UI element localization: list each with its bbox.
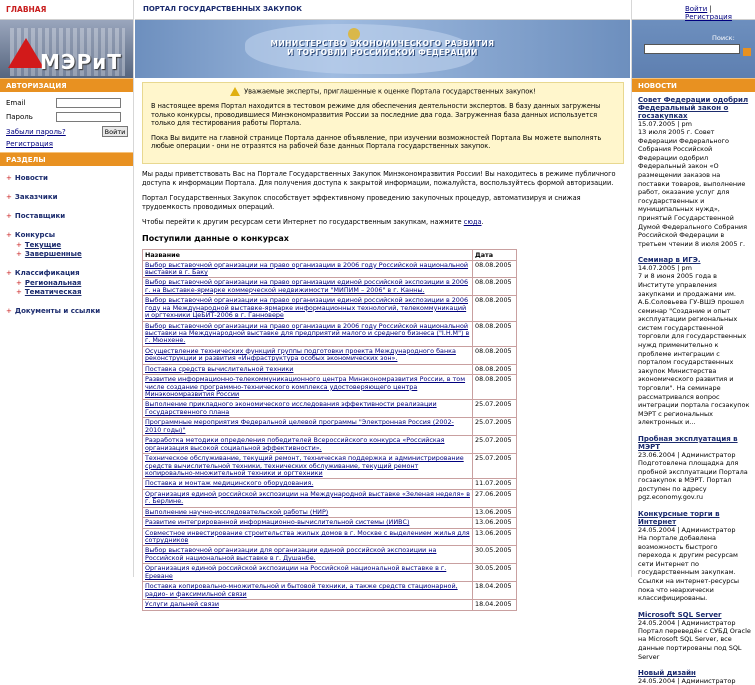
menu-item-suppliers[interactable]: Поставщики bbox=[14, 212, 66, 220]
contest-date-cell: 27.06.2005 bbox=[473, 489, 517, 507]
table-row bbox=[143, 454, 517, 479]
table-row bbox=[143, 518, 517, 529]
contest-date-cell: 13.06.2005 bbox=[473, 518, 517, 529]
notice-box bbox=[142, 82, 624, 164]
intro-paragraph: Чтобы перейти к другим ресурсам сети Интернет по государственным закупкам, нажмите сюда. bbox=[142, 218, 484, 226]
contest-date-cell: 08.08.2005 bbox=[473, 296, 517, 321]
separator: | bbox=[709, 5, 712, 13]
bullet-icon: + bbox=[16, 250, 22, 258]
contest-link[interactable]: Выполнение прикладного экономического исследования эффективности реализации Государственного плана bbox=[145, 400, 437, 416]
search-label: Поиск: bbox=[712, 34, 735, 42]
bullet-icon: + bbox=[16, 241, 22, 249]
news-item bbox=[638, 510, 751, 603]
table-row bbox=[143, 564, 517, 582]
column-header-name: Название bbox=[143, 249, 473, 260]
ministry-line-2: И ТОРГОВЛИ РОССИЙСКОЙ ФЕДЕРАЦИИ bbox=[287, 48, 478, 57]
news-text: Портал переведён с СУБД Oracle на Microsoft SQL Server, все данные портированы под SQL Server bbox=[638, 626, 751, 661]
contest-name-cell bbox=[143, 528, 473, 546]
auth-section-title: АВТОРИЗАЦИЯ bbox=[0, 78, 133, 92]
news-text: 13 июля 2005 г. Совет Федерации Федерального Собрания Российской Федерации одобрил Федеральный закон «О размещении заказов на поставки товаров, выполнение работ, оказание услуг для государственных и муниципальных нужд», принятый Государственной Думой Федерального Собрания Российской Федерации в третьем чтении 8 июля 2005 г. bbox=[638, 128, 747, 248]
email-label: Email bbox=[6, 98, 26, 107]
contest-date-cell: 11.07.2005 bbox=[473, 479, 517, 490]
contest-date-cell: 08.08.2005 bbox=[473, 346, 517, 364]
contest-name-cell bbox=[143, 546, 473, 564]
contest-name-cell bbox=[143, 489, 473, 507]
menu-item-customers[interactable]: Заказчики bbox=[14, 193, 58, 201]
contest-link[interactable]: Услуги дальней связи bbox=[145, 600, 219, 609]
contest-name-cell bbox=[143, 507, 473, 518]
contest-name-cell bbox=[143, 296, 473, 321]
contest-date-cell: 13.06.2005 bbox=[473, 528, 517, 546]
contest-link[interactable]: Организация единой российской экспозиции на Международной выставке «Зеленая неделя» в г. Берлине. bbox=[145, 489, 470, 506]
table-row bbox=[143, 600, 517, 611]
contest-name-cell bbox=[143, 479, 473, 490]
news-item bbox=[638, 435, 751, 502]
notice-paragraph: Пока Вы видите на главной странице Портала данное объявление, при изучении возможностей Портала Вы можете выполнять любые операции - они не отразятся на рабочей базе данных Портала государственных закупок. bbox=[151, 133, 602, 150]
table-row bbox=[143, 436, 517, 454]
ministry-line-1: МИНИСТЕРСТВО ЭКОНОМИЧЕСКОГО РАЗВИТИЯ bbox=[270, 39, 495, 48]
table-row bbox=[143, 528, 517, 546]
column-header-date: Дата bbox=[473, 249, 517, 260]
contest-name-cell bbox=[143, 600, 473, 611]
password-field[interactable] bbox=[56, 112, 121, 122]
bullet-icon: + bbox=[6, 231, 12, 239]
bullet-icon: + bbox=[6, 269, 12, 277]
contest-date-cell: 25.07.2005 bbox=[473, 454, 517, 479]
contest-date-cell: 08.08.2005 bbox=[473, 375, 517, 400]
contest-link[interactable]: Организация единой российской экспозиции на Российской национальной выставке в г. Ереване bbox=[145, 564, 447, 580]
contests-table-body bbox=[143, 260, 517, 610]
contest-link[interactable]: Программные мероприятия Федеральной целевой программы "Электронная Россия (2002-2010 годы)" bbox=[145, 418, 454, 434]
auth-form bbox=[0, 92, 133, 152]
intro-paragraph: Портал Государственных Закупок способствует эффективному проведению закупочных процедур, автоматизируя и снижая трудоемкость проводимых операций. bbox=[142, 194, 581, 211]
intro-link-text: Чтобы перейти к другим ресурсам сети Интернет по государственным закупкам, нажмите bbox=[142, 218, 462, 226]
bullet-icon: + bbox=[6, 193, 12, 201]
contest-link[interactable]: Совместное инвестирование строительства жилых домов в г. Москве с выделением жилья для сотрудников bbox=[145, 528, 470, 545]
search-go-icon[interactable] bbox=[743, 48, 751, 56]
news-item bbox=[638, 96, 751, 248]
register-top-link[interactable]: Регистрация bbox=[685, 13, 732, 21]
register-link[interactable]: Регистрация bbox=[6, 140, 53, 148]
resources-link[interactable]: сюда bbox=[463, 218, 482, 226]
bullet-icon: + bbox=[6, 212, 12, 220]
table-row bbox=[143, 321, 517, 346]
contests-table bbox=[142, 249, 517, 611]
table-row bbox=[143, 296, 517, 321]
table-row bbox=[143, 546, 517, 564]
menu-item-regional[interactable]: Региональная bbox=[24, 279, 82, 287]
contest-name-cell bbox=[143, 418, 473, 436]
email-field[interactable] bbox=[56, 98, 121, 108]
table-row bbox=[143, 346, 517, 364]
table-row bbox=[143, 364, 517, 375]
contest-name-cell bbox=[143, 260, 473, 278]
contest-date-cell: 25.07.2005 bbox=[473, 436, 517, 454]
menu-item-classification: Классификация bbox=[14, 269, 80, 277]
table-row bbox=[143, 400, 517, 418]
sections-title: РАЗДЕЛЫ bbox=[0, 152, 133, 166]
logo-text: МЭРиТ bbox=[40, 50, 122, 74]
home-link[interactable]: ГЛАВНАЯ bbox=[6, 5, 47, 14]
logo-triangle-icon bbox=[8, 38, 44, 68]
news-title: НОВОСТИ bbox=[632, 78, 755, 92]
table-row bbox=[143, 489, 517, 507]
news-meta: 24.05.2004 | Администратор bbox=[638, 677, 736, 685]
bullet-icon: + bbox=[6, 174, 12, 182]
bullet-icon: + bbox=[16, 279, 22, 287]
table-row bbox=[143, 418, 517, 436]
news-text: На портале добавлена возможность быстрого перехода к другим ресурсам сети Интернет по государственным закупкам. Ссылки на интернет-ресурсы пока что неархически классифицированы. bbox=[638, 533, 740, 603]
contest-name-cell bbox=[143, 564, 473, 582]
contest-date-cell: 30.05.2005 bbox=[473, 564, 517, 582]
login-link[interactable]: Войти bbox=[685, 5, 708, 13]
contest-link[interactable]: Поставка копировально-множительной и бытовой техники, а также средств стационарной, радио- и факсимильной связи bbox=[145, 582, 458, 598]
news-item bbox=[638, 256, 751, 427]
contest-name-cell bbox=[143, 436, 473, 454]
table-row bbox=[143, 260, 517, 278]
contest-name-cell bbox=[143, 364, 473, 375]
top-links bbox=[632, 0, 755, 20]
table-row bbox=[143, 582, 517, 600]
table-row bbox=[143, 278, 517, 296]
contest-link[interactable]: Развитие интегрированной информационно-вычислительной системы (ИИВС) bbox=[145, 518, 410, 527]
search-input[interactable] bbox=[644, 44, 740, 54]
contest-link[interactable]: Выбор выставочной организации на право организации единой российской экспозиции в 2006 году на Международной выставке-ярмарке информационных технологий, телекоммуникаций и оргтехники ЦеБИТ-2006 в г. Ганновере bbox=[145, 296, 469, 320]
contest-link[interactable]: Выбор выставочной организации на право организации в 2006 году Российской национальной выставки в г. Баку bbox=[145, 260, 469, 276]
contest-name-cell bbox=[143, 518, 473, 529]
contest-date-cell: 08.08.2005 bbox=[473, 278, 517, 296]
news-item bbox=[638, 611, 751, 661]
contest-link[interactable]: Развитие информационно-телекоммуникационного центра Минэкономразвития России, в том числе создание программно-технического комплекса удостоверяющего центра Минэкономразвития России bbox=[145, 375, 466, 399]
portal-title: ПОРТАЛ ГОСУДАРСТВЕННЫХ ЗАКУПОК bbox=[143, 5, 302, 13]
contest-link[interactable]: Разработка методики определения победителей Всероссийского конкурса «Российская организация высокой социальной эффективности». bbox=[145, 436, 445, 452]
contest-name-cell bbox=[143, 346, 473, 364]
intro-paragraph: Мы рады приветствовать Вас на Портале Государственных Закупок Минэкономразвития России! Вы находитесь в режиме публичного доступа к информации Портала. Для получения доступа к закрытой информации, пожалуйста, воспользуйтесь формой авторизации. bbox=[142, 170, 616, 187]
contest-name-cell bbox=[143, 278, 473, 296]
news-meta: 24.05.2004 | Администратор bbox=[638, 525, 736, 534]
news-headline[interactable]: Пробная эксплуатация в МЭРТ bbox=[638, 435, 738, 451]
news-headline[interactable]: Microsoft SQL Server bbox=[638, 610, 722, 619]
contest-date-cell: 30.05.2005 bbox=[473, 546, 517, 564]
table-row bbox=[143, 479, 517, 490]
contest-date-cell: 13.06.2005 bbox=[473, 507, 517, 518]
portal-title-bar bbox=[135, 0, 630, 20]
contest-date-cell: 08.08.2005 bbox=[473, 321, 517, 346]
right-column bbox=[631, 0, 755, 685]
search-panel bbox=[632, 20, 755, 78]
contest-link[interactable]: Выполнение научно-исследовательской работы (НИР) bbox=[145, 507, 329, 516]
login-button[interactable]: Войти bbox=[102, 126, 128, 137]
main-content bbox=[135, 79, 630, 609]
contest-date-cell: 25.07.2005 bbox=[473, 418, 517, 436]
sections-menu bbox=[0, 166, 133, 315]
bullet-icon: + bbox=[16, 288, 22, 296]
contest-link[interactable]: Выбор выставочной организации на право организации единой российской экспозиции в 2006 г. на Выставке-ярмарке коммерческой недвижимости "МИПИМ – 2006" в г. Канны. bbox=[145, 278, 469, 294]
menu-item-contests[interactable]: Конкурсы bbox=[14, 231, 56, 239]
intro-text bbox=[142, 170, 624, 227]
contest-link[interactable]: Техническое обслуживание, текущий ремонт, техническая поддержка и администрирование средств вычислительной техники, технических обслуживание, текущий ремонт копировально-множительной техники и оргтехники bbox=[145, 454, 464, 477]
warning-icon bbox=[230, 87, 240, 96]
news-headline[interactable]: Конкурсные торги в Интернет bbox=[638, 509, 720, 526]
contest-name-cell bbox=[143, 375, 473, 400]
password-label: Пароль bbox=[6, 112, 33, 121]
table-row bbox=[143, 507, 517, 518]
contest-date-cell: 18.04.2005 bbox=[473, 582, 517, 600]
left-column bbox=[0, 0, 134, 577]
menu-item-documents[interactable]: Документы и ссылки bbox=[14, 307, 101, 315]
logo[interactable] bbox=[0, 20, 133, 78]
ministry-banner bbox=[135, 20, 630, 78]
news-meta: 24.05.2004 | Администратор bbox=[638, 618, 736, 627]
news-text: 7 и 8 июня 2005 года в Институте управления закупками и продажами им. А.Б.Соловьева ГУ-ВШЭ прошел семинар "Создание и опыт эксплуатации региональных систем государственной торговли для государственных нужд применительно к проблеме интеграции с порталом государственных закупок Министерства экономического развития и торговли". На семинаре рассматривался вопрос интеграции портала госзакупок МЭРТ с региональных электронных и... bbox=[638, 272, 750, 427]
news-headline[interactable]: Семинар в ИГЭ. bbox=[638, 256, 701, 265]
contest-date-cell: 18.04.2005 bbox=[473, 600, 517, 611]
menu-item-current[interactable]: Текущие bbox=[24, 241, 62, 249]
news-headline[interactable]: Новый дизайн bbox=[638, 669, 696, 678]
menu-item-news[interactable]: Новости bbox=[14, 174, 48, 182]
news-list bbox=[632, 92, 755, 685]
contest-link[interactable]: Осуществление технических функций группы подготовки проекта Международного банка реконструкции и развития «Инфраструктура особых экономических зон». bbox=[145, 346, 456, 363]
forgot-password-link[interactable]: Забыли пароль? bbox=[6, 127, 66, 136]
contest-link[interactable]: Поставка средств вычислительной техники bbox=[145, 364, 294, 373]
contests-title: Поступили данные о конкурсах bbox=[142, 233, 289, 243]
contest-link[interactable]: Поставка и монтаж медицинского оборудования. bbox=[145, 479, 314, 488]
table-row bbox=[143, 375, 517, 400]
contest-name-cell bbox=[143, 400, 473, 418]
news-headline[interactable]: Совет Федерации одобрил Федеральный закон о госзакупках bbox=[638, 96, 749, 120]
contest-name-cell bbox=[143, 321, 473, 346]
contest-name-cell bbox=[143, 454, 473, 479]
bullet-icon: + bbox=[6, 307, 12, 315]
contest-link[interactable]: Выбор выставочной организации на право организации в 2006 году Российской национальной выставки на Международной выставке для предприятий малого и среднего бизнеса ("I.H.M") в г. Мюнхене. bbox=[145, 321, 470, 345]
home-bar bbox=[0, 0, 133, 20]
contest-date-cell: 08.08.2005 bbox=[473, 364, 517, 375]
contest-date-cell: 08.08.2005 bbox=[473, 260, 517, 278]
notice-paragraph: В настоящее время Портал находится в тестовом режиме для обеспечения деятельности экспертов. В базу данных загружены только конкурсы, проводившиеся Минэкономразвития России за последние два года. Загруженная база данных используется только для тестирования работы Портала. bbox=[151, 102, 601, 127]
menu-item-finished[interactable]: Завершенные bbox=[24, 250, 82, 258]
news-item bbox=[638, 669, 751, 685]
contest-name-cell bbox=[143, 582, 473, 600]
contest-date-cell: 25.07.2005 bbox=[473, 400, 517, 418]
news-meta: 15.07.2005 | pm bbox=[638, 120, 692, 128]
menu-item-thematic[interactable]: Тематическая bbox=[24, 288, 82, 296]
news-text: Подготовлена площадка для пробной эксплуатации Портала госзакупок в МЭРТ. Портал доступен по адресу pgz.economy.gov.ru bbox=[638, 459, 748, 502]
notice-warning: Уважаемые эксперты, приглашенные к оценке Портала государственных закупок! bbox=[244, 87, 536, 96]
news-meta: 23.06.2004 | Администратор bbox=[638, 451, 736, 459]
news-meta: 14.07.2005 | pm bbox=[638, 264, 692, 273]
contest-link[interactable]: Выбор выставочной организации для организации единой российской экспозиции на Российской национальной выставке в г. Душанбе. bbox=[145, 546, 437, 562]
